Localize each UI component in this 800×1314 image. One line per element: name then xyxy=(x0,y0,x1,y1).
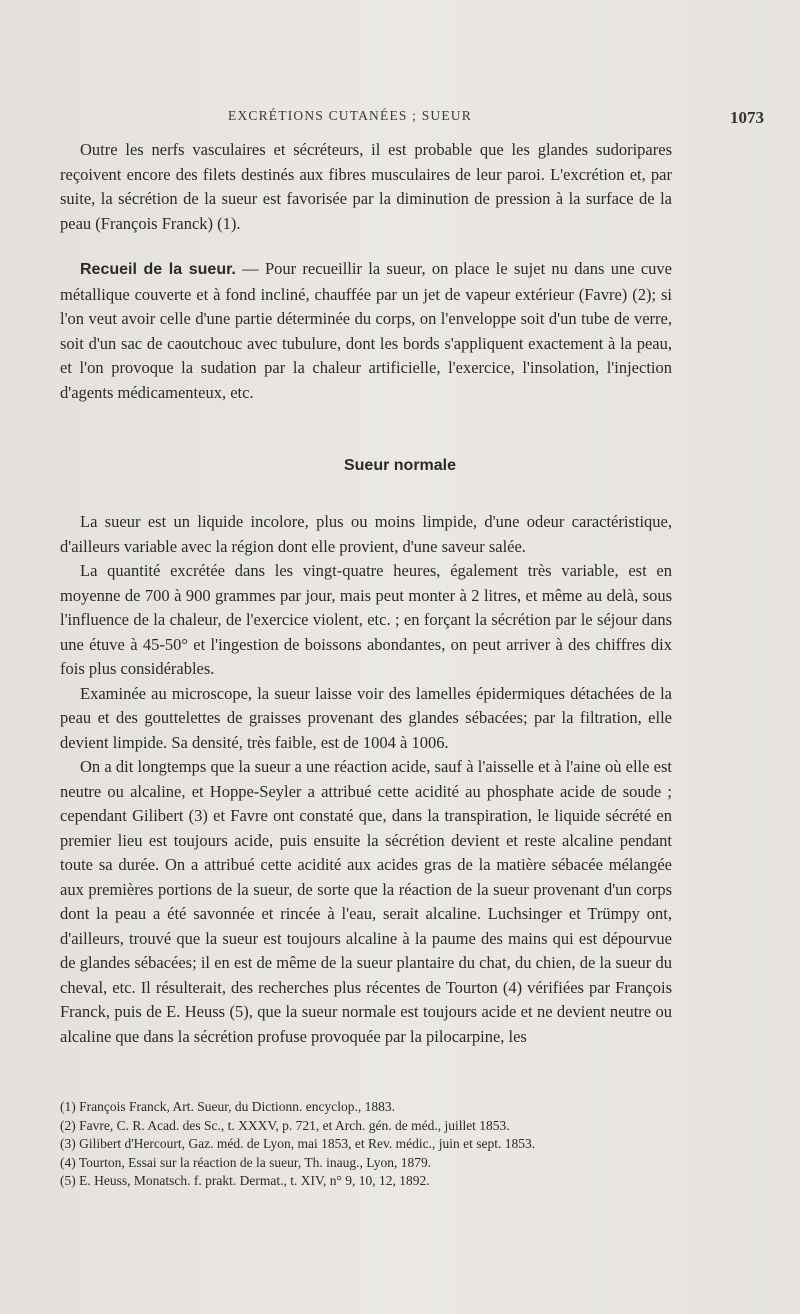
page-header xyxy=(0,108,800,132)
footnote-1: (1) François Franck, Art. Sueur, du Dictionn. encyclop., 1883. xyxy=(60,1099,396,1114)
page-number: 1073 xyxy=(730,108,764,127)
recueil-paragraph xyxy=(60,257,672,405)
intro-text xyxy=(60,138,672,405)
footnote-4: (4) Tourton, Essai sur la réaction de la sueur, Th. inaug., Lyon, 1879. xyxy=(60,1154,432,1170)
recueil-heading: Recueil de la sueur. xyxy=(80,261,236,278)
body-paragraph-2: La quantité excrétée dans les vingt-quatre heures, également très variable, est en moyenne de 700 à 900 grammes par jour, mais peut monter à 2 litres, et même au delà, sous l'influence de la chaleur, de l'exercice violent, etc. ; en forçant la sécrétion par le séjour dans une étuve à 45-50° et l'ingestion de boissons abondantes, on peut arriver à des chiffres dix fois plus considérables. xyxy=(60,561,672,678)
body-paragraph-4: On a dit longtemps que la sueur a une réaction acide, sauf à l'aisselle et à l'aine où elle est neutre ou alcaline, et Hoppe-Seyler a attribué cette acidité au phosphate acide de soude ; cependant Gilibert (3) et Favre ont constaté que, dans la transpiration, le liquide sécrété en premier lieu est toujours acide, puis ensuite la sécrétion devient et reste alcaline pendant toute sa durée. On a attribué cette acidité aux acides gras de la matière sébacée mélangée aux premières portions de la sueur, de sorte que la réaction de la sueur provenant d'un corps dont la peau a été savonnée et rincée à l'eau, serait alcaline. Luchsinger et Trümpy ont, d'ailleurs, trouvé que la sueur est toujours alcaline à la paume des mains qui est dépourvue de glandes sébacées; il en est de même de la sueur plantaire du chat, du chien, de la sueur du cheval, etc. Il résulterait, des recherches plus récentes de Tourton (4) vérifiées par François Franck, puis de E. Heuss (5), que la sueur normale est toujours acide et ne devient neutre ou alcaline que dans la sécrétion profuse provoquée par la pilocarpine, les xyxy=(60,757,672,1046)
footnote-3: (3) Gilibert d'Hercourt, Gaz. méd. de Lyon, mai 1853, et Rev. médic., juin et sept. 1853. xyxy=(60,1136,536,1151)
recueil-text: — Pour recueillir la sueur, on place le sujet nu dans une cuve métallique couverte et à fond incliné, chauffée par un jet de vapeur extérieur (Favre) (2); si l'on veut avoir celle d'une partie déterminée du corps, on l'enveloppe soit d'un tube de verre, soit d'un sac de caoutchouc avec tubulure, dont les bords s'appliquent exactement à la peau, et l'on provoque la sudation par la chaleur artificielle, l'exercice, l'insolation, l'injection d'agents médicamenteux, etc. xyxy=(60,259,673,402)
intro-paragraph: Outre les nerfs vasculaires et sécréteurs, il est probable que les glandes sudoripares reçoivent encore des filets destinés aux fibres musculaires de leur paroi. L'excrétion et, par suite, la sécrétion de la sueur est favorisée par la diminution de pression à la surface de la peau (François Franck) (1). xyxy=(60,140,672,233)
body-paragraph-3: Examinée au microscope, la sueur laisse voir des lamelles épidermiques détachées de la peau et des gouttelettes de graisses provenant des glandes sébacées; par la filtration, elle devient limpide. Sa densité, très faible, est de 1004 à 1006. xyxy=(60,683,672,752)
body-text xyxy=(60,510,672,1049)
footnotes xyxy=(60,1098,700,1191)
body-paragraph-1: La sueur est un liquide incolore, plus ou moins limpide, d'une odeur caractéristique, d'ailleurs variable avec la région dont elle provient, d'une saveur salée. xyxy=(60,512,672,556)
footnote-2: (2) Favre, C. R. Acad. des Sc., t. XXXV, p. 721, et Arch. gén. de méd., juillet 1853. xyxy=(60,1117,510,1133)
footnote-5: (5) E. Heuss, Monatsch. f. prakt. Dermat., t. XIV, n° 9, 10, 12, 1892. xyxy=(60,1173,430,1188)
running-head: EXCRÉTIONS CUTANÉES ; SUEUR xyxy=(228,108,472,123)
section-title: Sueur normale xyxy=(343,457,457,474)
